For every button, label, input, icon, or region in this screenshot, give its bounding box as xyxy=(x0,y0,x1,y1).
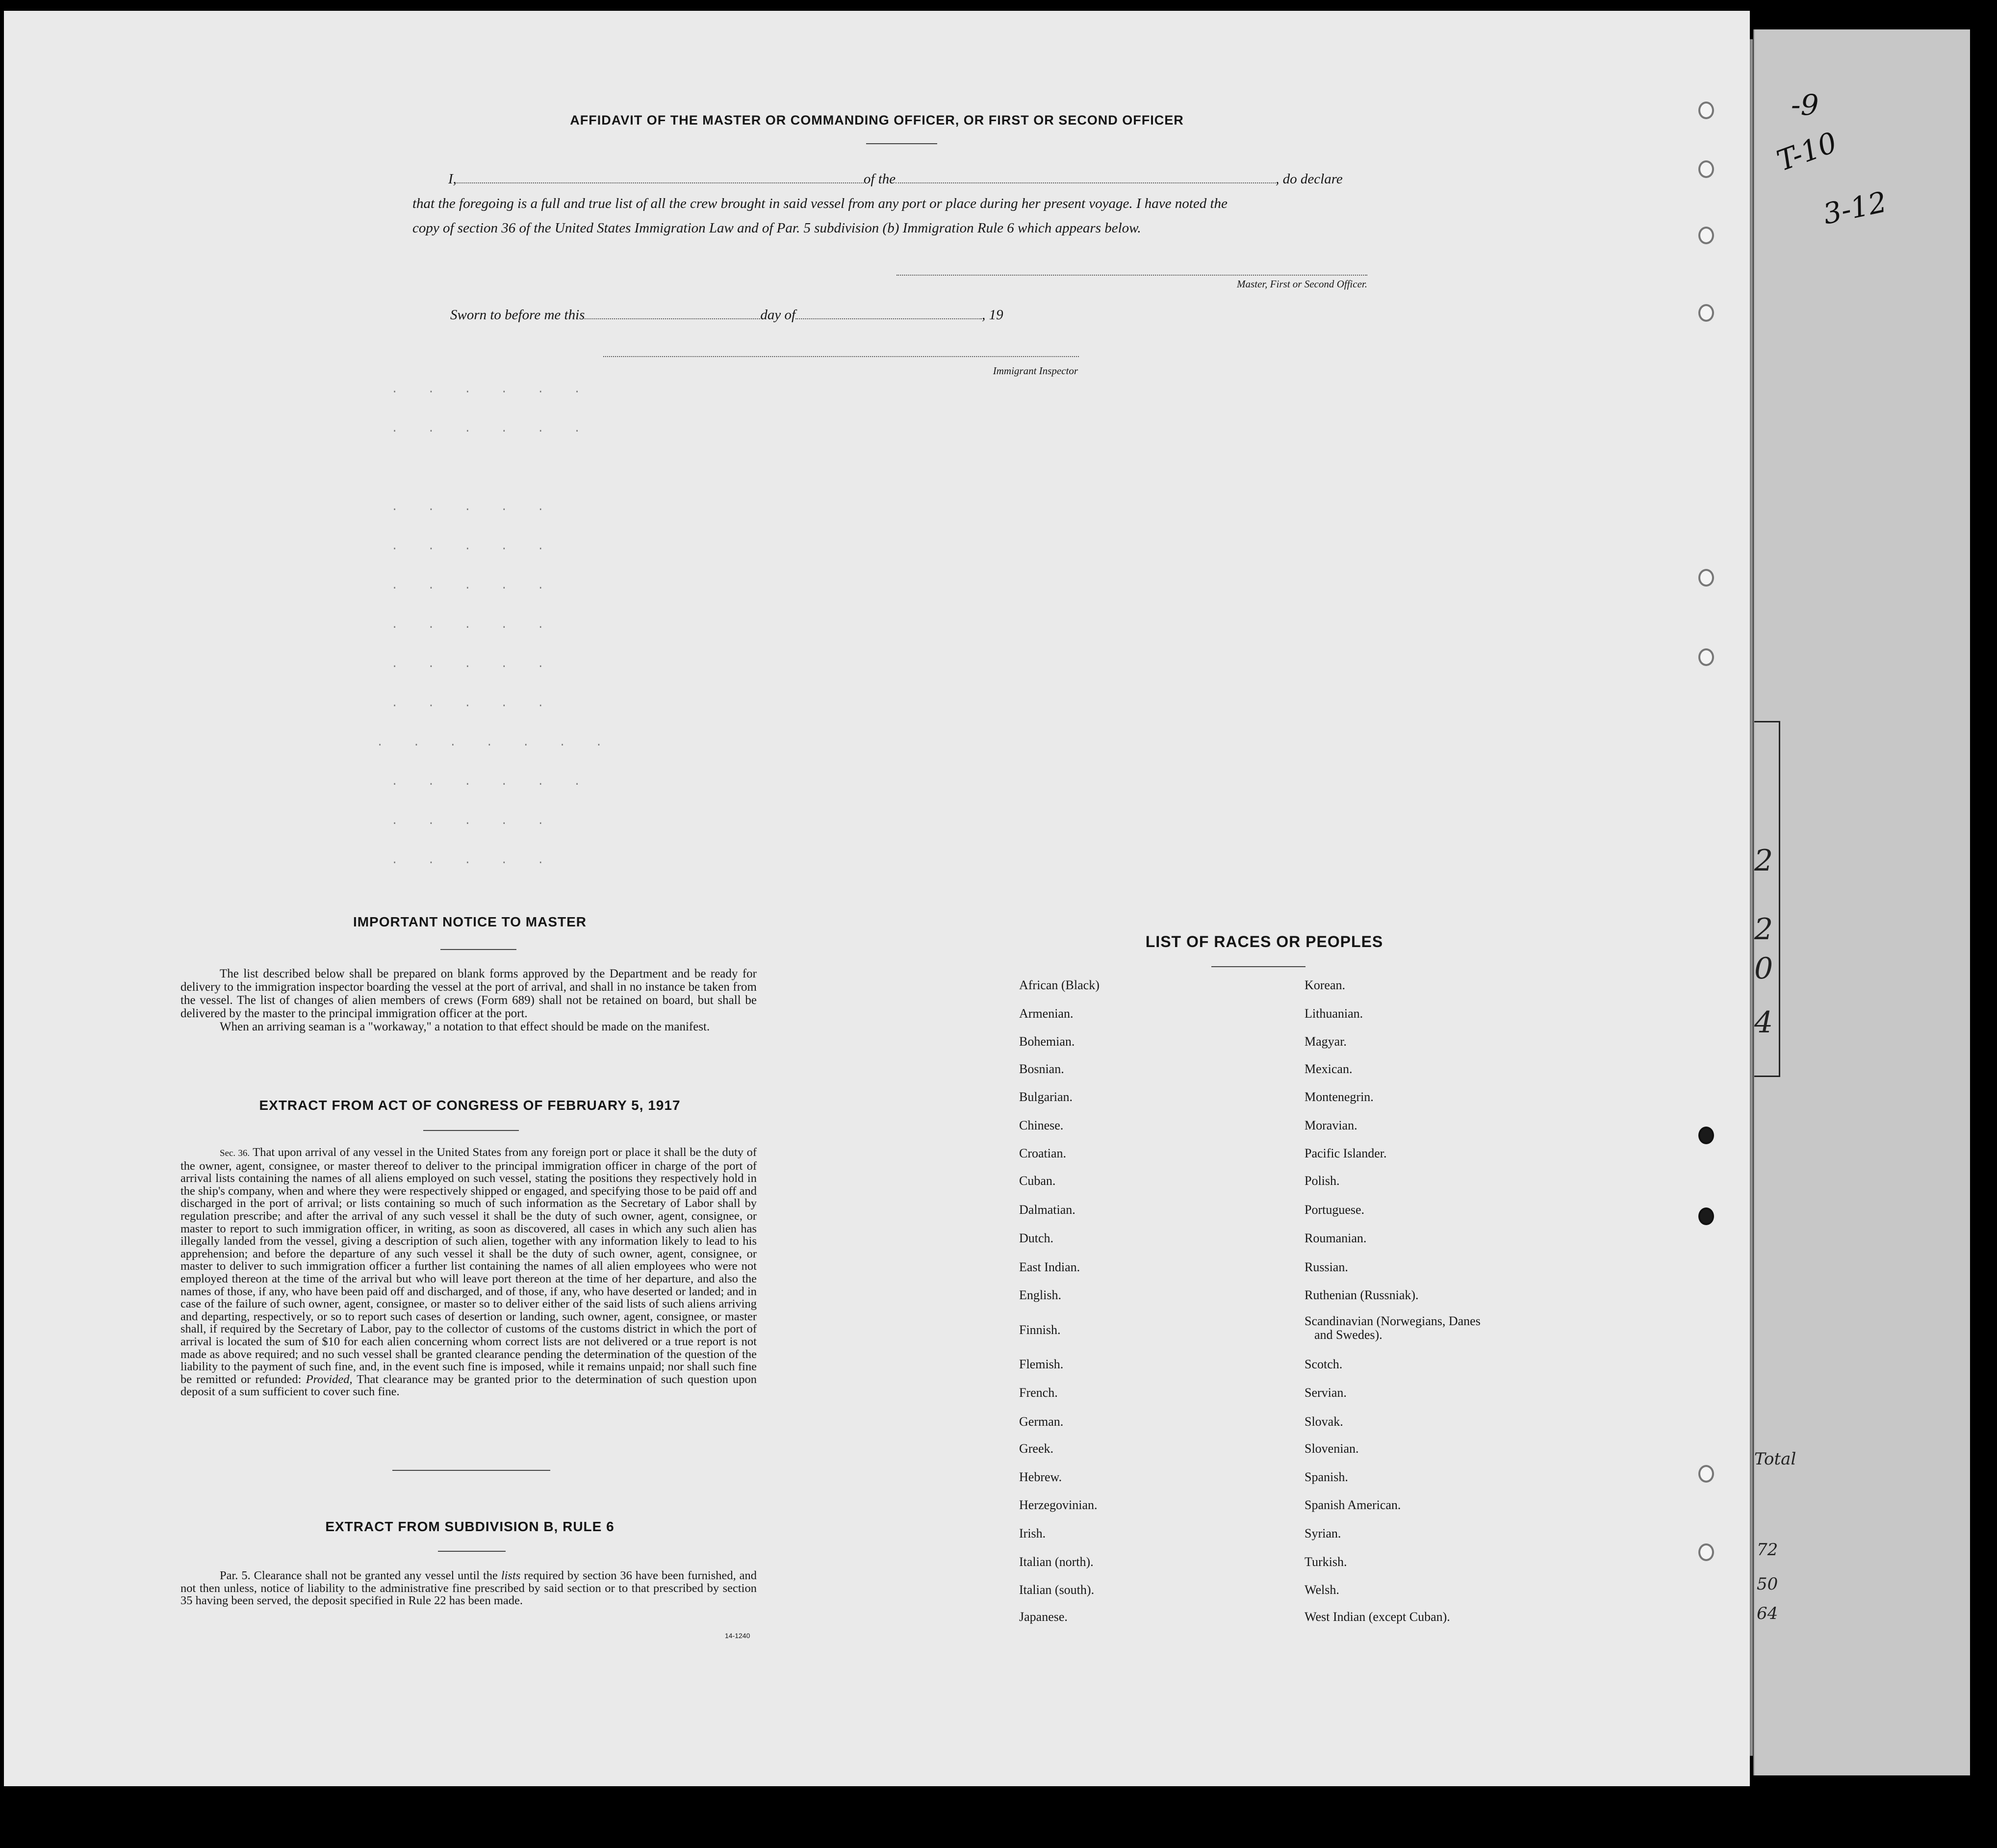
bleed-through-marks: . . . . . xyxy=(391,501,556,513)
race-item: Spanish. xyxy=(1305,1470,1348,1484)
name-field[interactable] xyxy=(457,174,864,183)
rule-extract-title: EXTRACT FROM SUBDIVISION B, RULE 6 xyxy=(325,1519,614,1534)
race-item: Irish. xyxy=(1019,1526,1046,1540)
rule-extract-rule xyxy=(438,1551,506,1552)
provided-label: Provided, xyxy=(306,1372,353,1386)
punch-hole xyxy=(1698,648,1714,666)
punch-hole xyxy=(1698,1465,1714,1483)
master-caption: Master, First or Second Officer. xyxy=(1237,278,1367,290)
race-item: Roumanian. xyxy=(1305,1231,1367,1245)
race-item: Spanish American. xyxy=(1305,1498,1401,1512)
bleed-through-marks: . . . . . . . xyxy=(377,737,614,749)
race-item: West Indian (except Cuban). xyxy=(1305,1610,1450,1624)
race-item: Lithuanian. xyxy=(1305,1006,1363,1021)
race-item: Korean. xyxy=(1305,978,1346,992)
form-page xyxy=(4,11,1750,1786)
race-item: Russian. xyxy=(1305,1260,1348,1274)
i-label: I, xyxy=(448,171,457,187)
affidavit-line-3: copy of section 36 of the United States Immigration Law and of Par. 5 subdivision (b) Immigration Rule 6 which appears below. xyxy=(412,220,1141,236)
act-extract-text xyxy=(180,1146,757,1398)
handwritten-total-label: Total xyxy=(1754,1449,1796,1469)
races-rule xyxy=(1211,966,1306,967)
race-item: Slovenian. xyxy=(1305,1441,1359,1456)
handwritten-total: 72 xyxy=(1757,1540,1778,1560)
lists-word: lists xyxy=(501,1569,521,1582)
handwritten-note-3: 3-12 xyxy=(1820,185,1890,231)
punch-hole xyxy=(1698,1127,1714,1144)
year-label: , 19 xyxy=(982,307,1003,323)
race-item: Ruthenian (Russniak). xyxy=(1305,1288,1419,1302)
handwritten-note-2: T-10 xyxy=(1772,125,1842,178)
margin-number: 4 xyxy=(1754,1005,1773,1040)
form-number: 14-1240 xyxy=(725,1632,750,1640)
bleed-through-marks: . . . . . xyxy=(391,619,556,631)
underlying-sheet xyxy=(1753,29,1970,1775)
day-of-label: day of xyxy=(760,307,796,323)
bleed-through-marks: . . . . . xyxy=(391,658,556,670)
race-item: Dutch. xyxy=(1019,1231,1054,1245)
bleed-through-marks: . . . . . . xyxy=(391,384,592,396)
race-item: Chinese. xyxy=(1019,1118,1064,1132)
inspector-signature-field[interactable] xyxy=(603,356,1079,357)
race-item: German. xyxy=(1019,1414,1064,1429)
bleed-through-marks: . . . . . xyxy=(391,697,556,710)
rule-extract-text xyxy=(180,1569,757,1607)
race-item: Croatian. xyxy=(1019,1146,1067,1160)
section-label: Sec. 36. xyxy=(220,1148,250,1158)
notice-rule xyxy=(440,949,516,950)
punch-hole xyxy=(1698,1207,1714,1225)
act-extract-title: EXTRACT FROM ACT OF CONGRESS OF FEBRUARY 5, 1917 xyxy=(259,1098,681,1113)
race-item: Polish. xyxy=(1305,1174,1340,1188)
sworn-month-field[interactable] xyxy=(795,309,982,319)
race-item: Scandinavian (Norwegians, Danes and Swedes). xyxy=(1305,1314,1481,1342)
race-item: Italian (south). xyxy=(1019,1583,1095,1597)
margin-number: 2 xyxy=(1754,844,1773,878)
punch-hole xyxy=(1698,227,1714,244)
race-item: Japanese. xyxy=(1019,1610,1068,1624)
race-item: Finnish. xyxy=(1019,1323,1061,1337)
sworn-line xyxy=(450,303,1137,327)
race-item: Bohemian. xyxy=(1019,1034,1075,1049)
bleed-through-marks: . . . . . xyxy=(391,540,556,553)
race-item: Scotch. xyxy=(1305,1357,1343,1371)
affidavit-title: AFFIDAVIT OF THE MASTER OR COMMANDING OFFICER, OR FIRST OR SECOND OFFICER xyxy=(570,113,1184,128)
rule-extract-top-rule xyxy=(392,1470,550,1471)
notice-title: IMPORTANT NOTICE TO MASTER xyxy=(353,914,587,929)
race-item: Dalmatian. xyxy=(1019,1203,1075,1217)
race-item: Bosnian. xyxy=(1019,1062,1064,1076)
handwritten-total: 50 xyxy=(1757,1574,1778,1594)
master-signature-field[interactable] xyxy=(896,275,1367,276)
notice-text xyxy=(180,967,757,1033)
margin-number: 2 xyxy=(1754,912,1773,947)
inspector-caption: Immigrant Inspector xyxy=(993,365,1078,377)
race-item: African (Black) xyxy=(1019,978,1100,992)
race-item: Moravian. xyxy=(1305,1118,1357,1132)
vessel-field[interactable] xyxy=(896,174,1276,183)
punch-hole xyxy=(1698,569,1714,587)
race-item: Slovak. xyxy=(1305,1414,1343,1429)
handwritten-total: 64 xyxy=(1757,1604,1778,1623)
race-item: Cuban. xyxy=(1019,1174,1056,1188)
act-extract-body: That upon arrival of any vessel in the United States from any foreign port or place it shall be the duty of the owner, agent, consignee, or master thereof to deliver to the principal immigration officer in charge of the port of arrival lists containing the names of all aliens employed on such vessel, stating the positions they respectively hold in the ship's company, when and where they were respectively shipped or engaged, and specifying those to be paid off and discharged in the port of arrival; or lists containing so much of such information as the Secretary of Labor shall by regulation prescribe; and after the arrival of any such vessel it shall be the duty of such owner, agent, consignee, or master to report to such immigration officer, in writing, as soon as discovered, all cases in which any such alien has illegally landed from the vessel, giving a description of such alien, together with any information likely to lead to his apprehension; and before the departure of any such vessel it shall be the duty of such owner, agent, consignee, or master to deliver to such immigration officer a further list containing the names of all alien employees who were not employed thereon at the time of the arrival but who will leave port thereon at the time of her departure, and also the names of those, if any, who have been paid off and discharged, and of those, if any, who have deserted or landed; and in case of the failure of such owner, agent, consignee, or master so to deliver either of the said lists of such aliens arriving and departing, respectively, or so to report such cases of desertion or landing, such owner, agent, consignee, or master shall, if required by the Secretary of Labor, pay to the collector of customs of the customs district in which the port of arrival is located the sum of $10 for each alien concerning whom correct lists are not delivered or a true report is not made as above required; and no such vessel shall be granted clearance pending the determination of the question of the liability to the payment of such fine, and, in the event such fine is imposed, while it remains unpaid; nor shall such fine be remitted or refunded: xyxy=(180,1146,757,1386)
rule-extract-body-a: Par. 5. Clearance shall not be granted any vessel until the xyxy=(220,1569,498,1582)
race-item: Turkish. xyxy=(1305,1555,1347,1569)
race-item: Bulgarian. xyxy=(1019,1090,1073,1104)
punch-hole xyxy=(1698,304,1714,322)
affidavit-line-2: that the foregoing is a full and true list of all the crew brought in said vessel from any port or place during her present voyage. I have noted the xyxy=(412,196,1228,211)
race-item: English. xyxy=(1019,1288,1061,1302)
races-title: LIST OF RACES OR PEOPLES xyxy=(1145,933,1383,950)
affidavit-line-1 xyxy=(448,167,1380,191)
race-item: Greek. xyxy=(1019,1441,1054,1456)
race-item: Welsh. xyxy=(1305,1583,1339,1597)
title-rule xyxy=(866,143,937,144)
race-item: Servian. xyxy=(1305,1386,1347,1400)
race-item: Armenian. xyxy=(1019,1006,1074,1021)
race-item: Hebrew. xyxy=(1019,1470,1062,1484)
race-item: Pacific Islander. xyxy=(1305,1146,1387,1160)
do-declare-label: , do declare xyxy=(1276,171,1343,187)
race-item: Herzegovinian. xyxy=(1019,1498,1098,1512)
bleed-through-marks: . . . . . xyxy=(391,815,556,827)
bleed-through-marks: . . . . . xyxy=(391,580,556,592)
margin-number: 0 xyxy=(1754,951,1773,986)
handwritten-note-1: -9 xyxy=(1791,88,1819,122)
punch-hole xyxy=(1698,160,1714,178)
of-the-label: of the xyxy=(863,171,896,187)
race-item: Montenegrin. xyxy=(1305,1090,1374,1104)
race-item: Flemish. xyxy=(1019,1357,1064,1371)
bleed-through-marks: . . . . . . xyxy=(391,776,592,788)
race-item: Syrian. xyxy=(1305,1526,1341,1540)
act-extract-rule xyxy=(423,1130,519,1131)
act-extract-tail: That clearance may be granted prior to the determination of such question upon deposit of a sum sufficient to cover such fine. xyxy=(180,1372,757,1399)
race-item: Portuguese. xyxy=(1305,1203,1365,1217)
race-item: Magyar. xyxy=(1305,1034,1347,1049)
bleed-through-marks: . . . . . xyxy=(391,854,556,867)
race-item: Italian (north). xyxy=(1019,1555,1094,1569)
notice-paragraph-1: The list described below shall be prepared on blank forms approved by the Department and be ready for delivery to the immigration inspector boarding the vessel at the port of arrival, and shall in no instance be taken from the vessel. The list of changes of alien members of crews (Form 689) shall not be retained on board, but shall be delivered by the master to the principal immigration officer at the port. xyxy=(180,967,757,1020)
punch-hole xyxy=(1698,1543,1714,1561)
sworn-label: Sworn to before me this xyxy=(450,307,585,323)
sworn-day-field[interactable] xyxy=(585,309,760,319)
race-item: Mexican. xyxy=(1305,1062,1353,1076)
rule-extract-body-b: required by section 36 have been furnished, and not then unless, notice of liability to the administrative fine prescribed by said section or to that prescribed by section 35 having been served, the deposit specified in Rule 22 has been made. xyxy=(180,1569,757,1608)
notice-paragraph-2: When an arriving seaman is a "workaway," a notation to that effect should be made on the manifest. xyxy=(220,1020,710,1033)
race-item: French. xyxy=(1019,1386,1058,1400)
bleed-through-marks: . . . . . . xyxy=(391,423,592,435)
race-item: East Indian. xyxy=(1019,1260,1080,1274)
